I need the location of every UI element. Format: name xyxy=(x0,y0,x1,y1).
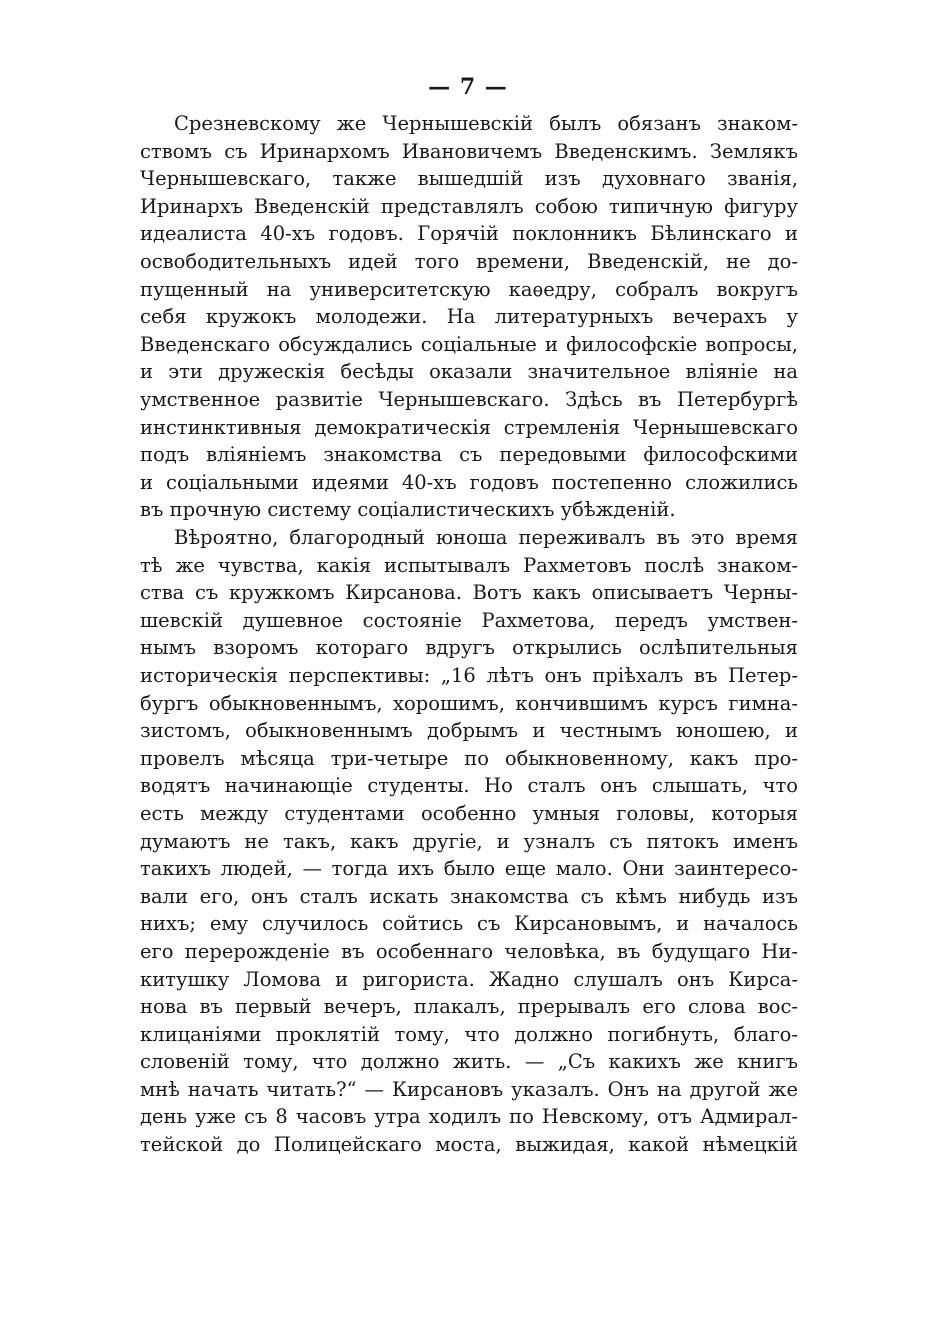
text-line: мнѣ начать читать?“ — Кирсановъ указалъ. Онъ на другой же xyxy=(140,1077,798,1101)
text-line: его перерожденіе въ особеннаго человѣка, въ будущаго Ни- xyxy=(140,939,798,963)
text-line: нымъ взоромъ котораго вдругъ открылись ослѣпительныя xyxy=(140,636,798,660)
text-line: инстинктивныя демократическія стремленія Чернышевскаго xyxy=(140,415,798,439)
text-line: шевскій душевное состояніе Рахметова, передъ умствен- xyxy=(140,608,798,632)
text-line: китушку Ломова и ригориста. Жадно слушалъ онъ Кирса- xyxy=(140,967,798,991)
text-line: вали его, онъ сталъ искать знакомства съ кѣмъ нибудь изъ xyxy=(140,884,798,908)
text-line: день уже съ 8 часовъ утра ходилъ по Невскому, отъ Адмирал- xyxy=(140,1105,798,1129)
text-line: водятъ начинающіе студенты. Но сталъ онъ слышать, что xyxy=(140,774,798,798)
text-line: и соціальными идеями 40-хъ годовъ постепенно сложились xyxy=(140,470,798,494)
text-line: пущенный на университетскую каѳедру, собралъ вокругъ xyxy=(140,277,798,301)
text-line: Чернышевскаго, также вышедшій изъ духовнаго званія, xyxy=(140,167,798,191)
text-line: ства съ кружкомъ Кирсанова. Вотъ какъ описываетъ Черны- xyxy=(140,581,798,605)
text-line: тейской до Полицейскаго моста, выжидая, какой нѣмецкій xyxy=(140,1133,798,1157)
text-line: подъ вліяніемъ знакомства съ передовыми философскими xyxy=(140,443,798,467)
text-line: идеалиста 40-хъ годовъ. Горячій поклонникъ Бѣлинскаго и xyxy=(140,222,798,246)
paragraph-1 xyxy=(140,110,798,524)
text-line: Иринархъ Введенскій представлялъ собою типичную фигуру xyxy=(140,194,798,218)
page-number: — 7 — xyxy=(428,74,508,100)
text-line: думаютъ не такъ, какъ другіе, и узналъ съ пятокъ именъ xyxy=(140,829,798,853)
text-line: клицаніями проклятій тому, что должно погибнуть, благо- xyxy=(140,1022,798,1046)
text-line: въ прочную систему соціалистическихъ убѣжденій. xyxy=(140,498,676,522)
text-line: себя кружокъ молодежи. На литературныхъ вечерахъ у xyxy=(140,305,798,329)
text-line: Вѣроятно, благородный юноша переживалъ въ это время xyxy=(174,526,798,549)
text-line: Срезневскому же Чернышевскій былъ обязанъ знаком- xyxy=(174,112,798,135)
text-line: тѣ же чувства, какія испытывалъ Рахметовъ послѣ знаком- xyxy=(140,553,798,577)
text-line: есть между студентами особенно умныя головы, которыя xyxy=(140,801,798,825)
text-line: умственное развитіе Чернышевскаго. Здѣсь въ Петербургѣ xyxy=(140,387,798,411)
text-line: нова въ первый вечеръ, плакалъ, прерывалъ его слова вос- xyxy=(140,995,798,1019)
text-line: ствомъ съ Иринархомъ Ивановичемъ Введенскимъ. Землякъ xyxy=(140,139,798,163)
text-line: бургъ обыкновеннымъ, хорошимъ, кончившимъ курсъ гимна- xyxy=(140,691,798,715)
paragraph-2 xyxy=(140,524,798,1159)
text-line: зистомъ, обыкновеннымъ добрымъ и честнымъ юношею, и xyxy=(140,719,798,743)
text-line: освободительныхъ идей того времени, Введенскій, не до- xyxy=(140,249,798,273)
text-line: провелъ мѣсяца три-четыре по обыкновенному, какъ про- xyxy=(140,746,798,770)
text-line: нихъ; ему случилось сойтись съ Кирсановымъ, и началось xyxy=(140,912,798,936)
text-line: такихъ людей, — тогда ихъ было еще мало. Они заинтересо- xyxy=(140,857,798,881)
text-line: Введенскаго обсуждались соціальные и философскіе вопросы, xyxy=(140,332,798,356)
text-line: словеній тому, что должно жить. — „Съ какихъ же книгъ xyxy=(140,1050,798,1074)
text-line: историческія перспективы: „16 лѣтъ онъ пріѣхалъ въ Петер- xyxy=(140,663,798,687)
text-line: и эти дружескія бесѣды оказали значительное вліяніе на xyxy=(140,360,798,384)
